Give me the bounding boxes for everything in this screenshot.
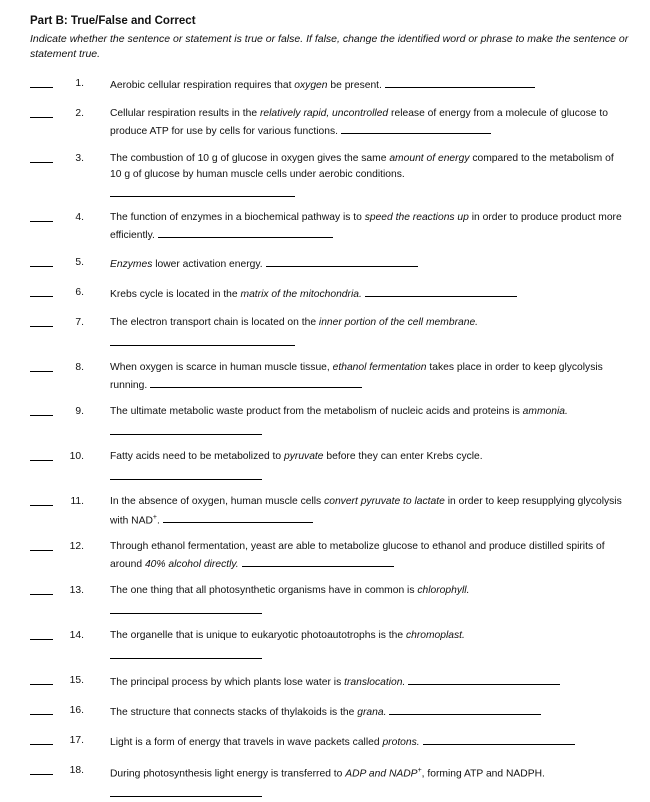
question-text: The electron transport chain is located on the inner portion of the cell membrane. — [110, 315, 625, 346]
section-title: Part B: True/False and Correct — [30, 15, 196, 27]
answer-blank[interactable] — [30, 460, 53, 461]
question-number: 12. — [69, 541, 84, 552]
question-text: The one thing that all photosynthetic organisms have in common is chlorophyll. — [110, 583, 625, 614]
answer-blank[interactable] — [30, 87, 53, 88]
answer-blank[interactable] — [30, 774, 53, 775]
question-number: 17. — [69, 735, 84, 746]
answer-line[interactable] — [110, 644, 262, 659]
answer-line[interactable] — [385, 76, 535, 88]
question-number: 16. — [69, 705, 84, 716]
answer-blank[interactable] — [30, 639, 53, 640]
answer-line[interactable] — [110, 465, 262, 480]
answer-line[interactable] — [163, 511, 313, 523]
question-number: 10. — [69, 451, 84, 462]
answer-blank[interactable] — [30, 296, 53, 297]
answer-blank[interactable] — [30, 221, 53, 222]
answer-line[interactable] — [389, 703, 541, 715]
answer-line[interactable] — [365, 285, 517, 297]
answer-line[interactable] — [150, 376, 362, 388]
question-text: Enzymes lower activation energy. — [110, 255, 625, 273]
answer-blank[interactable] — [30, 415, 53, 416]
question-text: The function of enzymes in a biochemical pathway is to speed the reactions up in order to produce product more efficiently. — [110, 212, 622, 241]
question-text: Aerobic cellular respiration requires that oxygen be present. — [110, 76, 625, 94]
question-text: Krebs cycle is located in the matrix of the mitochondria. — [110, 285, 625, 303]
question-number: 8. — [75, 362, 84, 373]
answer-line[interactable] — [158, 226, 333, 238]
answer-line[interactable] — [110, 420, 262, 435]
question-number: 11. — [70, 496, 84, 507]
answer-blank[interactable] — [30, 744, 53, 745]
answer-line[interactable] — [110, 782, 262, 797]
instructions: Indicate whether the sentence or statement is true or false. If false, change the identified word or phrase to make the sentence or statement true. — [30, 33, 629, 60]
question-text: The ultimate metabolic waste product from the metabolism of nucleic acids and proteins is ammonia. — [110, 404, 635, 435]
answer-line[interactable] — [242, 555, 394, 567]
question-text: Light is a form of energy that travels in wave packets called protons. — [110, 733, 625, 751]
answer-blank[interactable] — [30, 266, 53, 267]
answer-blank[interactable] — [30, 162, 53, 163]
answer-blank[interactable] — [30, 714, 53, 715]
answer-blank[interactable] — [30, 326, 53, 327]
answer-line[interactable] — [110, 182, 295, 197]
answer-line[interactable] — [110, 331, 295, 346]
question-text: The structure that connects stacks of thylakoids is the grana. — [110, 703, 625, 721]
question-text: Through ethanol fermentation, yeast are able to metabolize glucose to ethanol and produce distilled spirits of around 40% alcohol directly. — [110, 541, 605, 570]
answer-line[interactable] — [423, 733, 575, 745]
answer-line[interactable] — [408, 673, 560, 685]
question-text: Fatty acids need to be metabolized to pyruvate before they can enter Krebs cycle. — [110, 449, 625, 480]
question-number: 14. — [69, 630, 84, 641]
question-number: 1. — [75, 78, 84, 89]
question-number: 2. — [75, 108, 84, 119]
answer-blank[interactable] — [30, 684, 53, 685]
question-number: 6. — [75, 287, 84, 298]
question-text: In the absence of oxygen, human muscle cells convert pyruvate to lactate in order to keep resupplying glycolysis with NAD+. — [110, 496, 622, 526]
question-number: 5. — [75, 257, 84, 268]
question-text: Cellular respiration results in the relatively rapid, uncontrolled release of energy from a molecule of glucose to produce ATP for use by cells for various functions. — [110, 108, 608, 137]
question-number: 7. — [75, 317, 84, 328]
answer-blank[interactable] — [30, 594, 53, 595]
question-text: The combustion of 10 g of glucose in oxygen gives the same amount of energy compared to the metabolism of 10 g of glucose by human muscle cells under aerobic conditions. — [110, 151, 625, 197]
question-number: 18. — [69, 765, 84, 776]
answer-blank[interactable] — [30, 550, 53, 551]
answer-line[interactable] — [110, 599, 262, 614]
answer-blank[interactable] — [30, 117, 53, 118]
question-number: 15. — [69, 675, 84, 686]
question-number: 3. — [75, 153, 84, 164]
question-number: 4. — [75, 212, 84, 223]
answer-blank[interactable] — [30, 505, 53, 506]
answer-blank[interactable] — [30, 371, 53, 372]
answer-line[interactable] — [341, 122, 491, 134]
question-number: 13. — [69, 585, 84, 596]
question-text: The organelle that is unique to eukaryotic photoautotrophs is the chromoplast. — [110, 628, 625, 659]
question-number: 9. — [75, 406, 84, 417]
question-text: During photosynthesis light energy is transferred to ADP and NADP+, forming ATP and NADPH. — [110, 763, 625, 797]
answer-line[interactable] — [266, 255, 418, 267]
question-text: The principal process by which plants lose water is translocation. — [110, 673, 625, 691]
question-text: When oxygen is scarce in human muscle tissue, ethanol fermentation takes place in order to keep glycolysis running. — [110, 362, 603, 391]
